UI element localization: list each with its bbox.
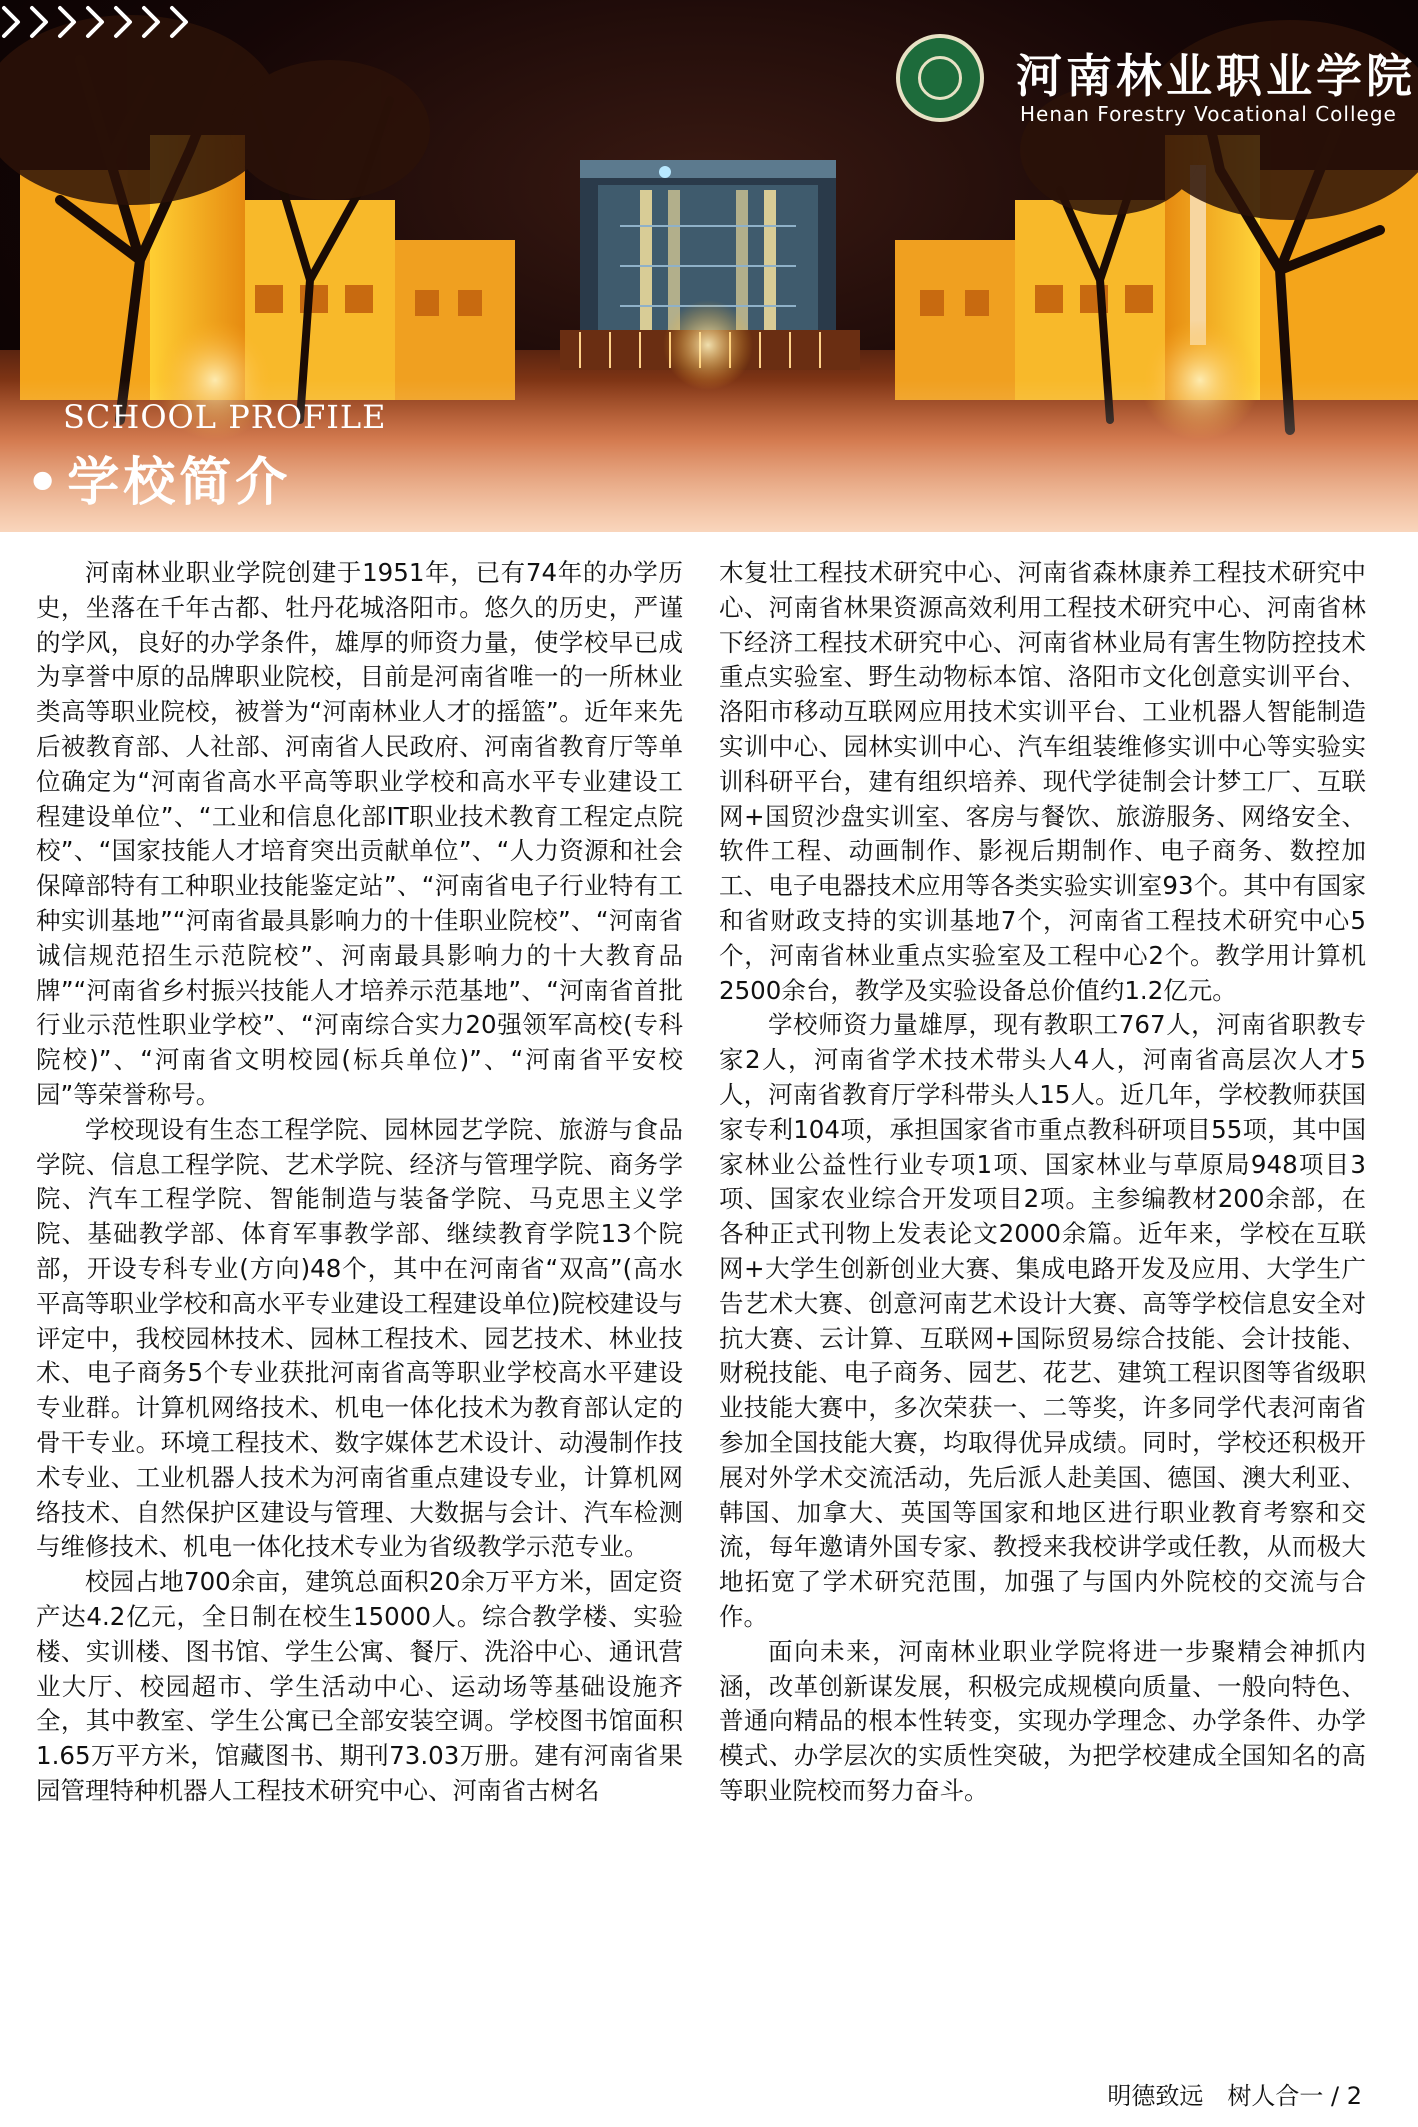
- chevron-arrows-icon: [0, 0, 210, 44]
- left-column: [36, 556, 683, 1809]
- school-name-cn: 河南林业职业学院: [1016, 49, 1416, 103]
- right-column: [719, 556, 1366, 1809]
- hero-photo: [0, 0, 1418, 532]
- footer-motto: 明德致远 树人合一: [1107, 2082, 1324, 2110]
- school-name-en: Henan Forestry Vocational College: [1020, 102, 1397, 126]
- paragraph-future: 面向未来，河南林业职业学院将进一步聚精会神抓内涵，改革创新谋发展，积极完成规模向质量、一般向特色、普通向精品的根本性转变，实现办学理念、办学条件、办学模式、办学层次的实质性突破，为把学校建成全国知名的高等职业院校而努力奋斗。: [719, 1636, 1366, 1805]
- section-label-en: SCHOOL PROFILE: [63, 398, 387, 436]
- paragraph-campus: 校园占地700余亩，建筑总面积20余万平方米，固定资产达4.2亿元，全日制在校生15000人。综合教学楼、实验楼、实训楼、图书馆、学生公寓、餐厅、洗浴中心、通讯营业大厅、校园超市、学生活动中心、运动场等基础设施齐全，其中教室、学生公寓已全部安装空调。学校图书馆面积1.65万平方米，馆藏图书、期刊73.03万册。建有河南省果园管理特种机器人工程技术研究中心、河南省古树名: [36, 1567, 683, 1805]
- page-footer: [1107, 2076, 1362, 2111]
- paragraph-colleges: 学校现设有生态工程学院、园林园艺学院、旅游与食品学院、信息工程学院、艺术学院、经济与管理学院、商务学院、汽车工程学院、智能制造与装备学院、马克思主义学院、基础教学部、体育军事教学部、继续教育学院13个院部，开设专科专业(方向)48个，其中在河南省“双高”(高水平高等职业学校和高水平专业建设工程建设单位)院校建设与评定中，我校园林技术、园林工程技术、园艺技术、林业技术、电子商务5个专业获批河南省高等职业学校高水平建设专业群。计算机网络技术、机电一体化技术为教育部认定的骨干专业。环境工程技术、数字媒体艺术设计、动漫制作技术专业、工业机器人技术为河南省重点建设专业，计算机网络技术、自然保护区建设与管理、大数据与会计、汽车检测与维修技术、机电一体化技术专业为省级教学示范专业。: [36, 1114, 683, 1562]
- section-title: [26, 440, 291, 515]
- paragraph-campus-continued: 木复壮工程技术研究中心、河南省森林康养工程技术研究中心、河南省林果资源高效利用工程技术研究中心、河南省林下经济工程技术研究中心、河南省林业局有害生物防控技术重点实验室、野生动物标本馆、洛阳市文化创意实训平台、洛阳市移动互联网应用技术实训平台、工业机器人智能制造实训中心、园林实训中心、汽车组装维修实训中心等实验实训科研平台，建有组织培养、现代学徒制会计梦工厂、互联网+国贸沙盘实训室、客房与餐饮、旅游服务、网络安全、软件工程、动画制作、影视后期制作、电子商务、数控加工、电子电器技术应用等各类实验实训室93个。其中有国家和省财政支持的实训基地7个，河南省工程技术研究中心5个，河南省林业重点实验室及工程中心2个。教学用计算机2500余台，教学及实验设备总价值约1.2亿元。: [719, 558, 1366, 1005]
- paragraph-faculty: 学校师资力量雄厚，现有教职工767人，河南省职教专家2人，河南省学术技术带头人4人，河南省高层次人才5人，河南省教育厅学科带头人15人。近几年，学校教师获国家专利104项，承担国家省市重点教科研项目55项，其中国家林业公益性行业专项1项、国家林业与草原局948项目3项、国家农业综合开发项目2项。主参编教材200余部，在各种正式刊物上发表论文2000余篇。近年来，学校在互联网+大学生创新创业大赛、集成电路开发及应用、大学生广告艺术大赛、创意河南艺术设计大赛、高等学校信息安全对抗大赛、云计算、互联网+国际贸易综合技能、会计技能、财税技能、电子商务、园艺、花艺、建筑工程识图等省级职业技能大赛中，多次荣获一、二等奖，许多同学代表河南省参加全国技能大赛，均取得优异成绩。同时，学校还积极开展对外学术交流活动，先后派人赴美国、德国、澳大利亚、韩国、加拿大、英国等国家和地区进行职业教育考察和交流，每年邀请外国专家、教授来我校讲学或任教，从而极大地拓宽了学术研究范围，加强了与国内外院校的交流与合作。: [719, 1010, 1366, 1631]
- paragraph-history: 河南林业职业学院创建于1951年，已有74年的办学历史，坐落在千年古都、牡丹花城洛阳市。悠久的历史，严谨的学风，良好的办学条件，雄厚的师资力量，使学校早已成为享誉中原的品牌职业院校，目前是河南省唯一的一所林业类高等职业院校，被誉为“河南林业人才的摇篮”。近年来先后被教育部、人社部、河南省人民政府、河南省教育厅等单位确定为“河南省高水平高等职业学校和高水平专业建设工程建设单位”、“工业和信息化部IT职业技术教育工程定点院校”、“国家技能人才培育突出贡献单位”、“人力资源和社会保障部特有工种职业技能鉴定站”、“河南省电子行业特有工种实训基地”“河南省最具影响力的十佳职业院校”、“河南省诚信规范招生示范院校”、河南最具影响力的十大教育品牌”“河南省乡村振兴技能人才培养示范基地”、“河南省首批行业示范性职业学校”、“河南综合实力20强领军高校(专科院校)”、“河南省文明校园(标兵单位)”、“河南省平安校园”等荣誉称号。: [36, 558, 683, 1109]
- bullet-dot: •: [26, 453, 64, 513]
- page-number: / 2: [1331, 2082, 1362, 2110]
- college-seal-icon: [896, 34, 984, 122]
- college-logo: [896, 26, 1416, 136]
- section-title-cn: 学校简介: [67, 453, 292, 513]
